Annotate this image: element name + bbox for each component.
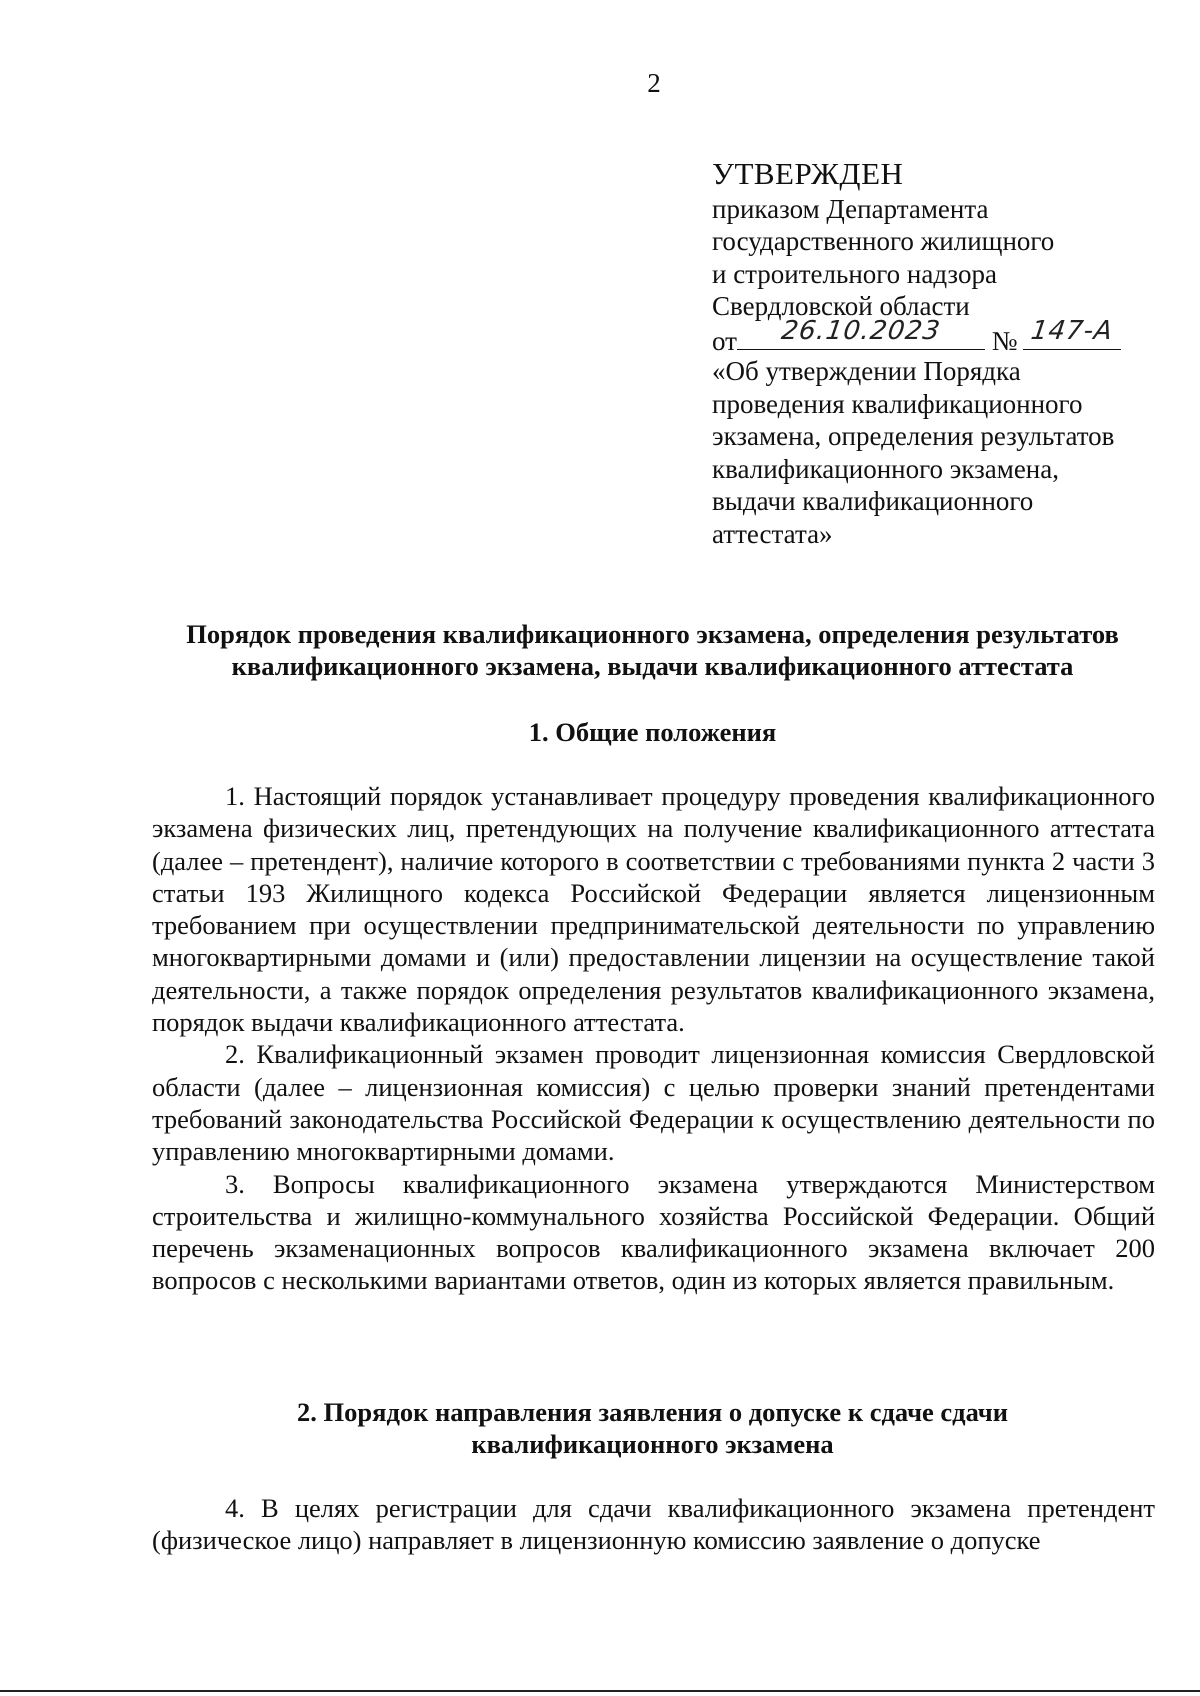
document-title-line: Порядок проведения квалификационного экзамена, определения результатов xyxy=(186,619,1119,649)
handwritten-date: 26.10.2023 xyxy=(779,316,943,346)
approval-stamp: УТВЕРЖДЕН xyxy=(712,156,904,191)
section-1-body xyxy=(152,780,1155,1297)
section-2-body xyxy=(152,1492,1155,1557)
approval-line: государственного жилищного xyxy=(712,226,1055,256)
approval-line: приказом Департамента xyxy=(712,193,989,224)
subject-line: аттестата» xyxy=(712,518,833,549)
section-2-heading-line: квалификационного экзамена xyxy=(471,1429,834,1459)
approval-line: Свердловской области xyxy=(712,291,970,321)
number-prefix: № xyxy=(991,325,1018,356)
page-bottom-rule xyxy=(0,1690,1200,1692)
subject-line: экзамена, определения результатов xyxy=(712,421,1115,451)
paragraph-4: 4. В целях регистрации для сдачи квалификационного экзамена претендент (физическое лицо) направляет в лицензионную комиссию заявление о допуске xyxy=(152,1493,1155,1556)
subject-line: выдачи квалификационного xyxy=(712,486,1034,516)
subject-line: «Об утверждении Порядка xyxy=(712,356,1021,386)
paragraph-1: 1. Настоящий порядок устанавливает процедуру проведения квалификационного экзамена физических лиц, претендующих на получение квалификационного аттестата (далее – претендент), наличие которого в соответствии с требованиями пункта 2 части 3 статьи 193 Жилищного кодекса Российской Федерации является лицензионным требованием при осуществлении предпринимательской деятельности по управлению многоквартирными домами и (или) предоставлении лицензии на осуществление такой деятельности, а также порядок определения результатов квалификационного экзамена, порядок выдачи квалификационного аттестата. xyxy=(152,781,1155,1038)
document-title-line: квалификационного экзамена, выдачи квалификационного аттестата xyxy=(231,651,1074,681)
document-title xyxy=(150,618,1155,682)
number-field xyxy=(1023,316,1121,350)
subject-line: проведения квалификационного xyxy=(712,388,1083,419)
handwritten-number: 147-А xyxy=(1029,316,1116,346)
section-2-heading-line: 2. Порядок направления заявления о допуске к сдаче сдачи xyxy=(297,1397,1008,1427)
subject-line: квалификационного экзамена, xyxy=(712,453,1059,484)
section-1-heading: 1. Общие положения xyxy=(528,717,777,747)
order-date-number-line xyxy=(712,316,1172,356)
page-number: 2 xyxy=(647,68,661,98)
approval-block xyxy=(712,158,1172,550)
section-2-heading xyxy=(150,1396,1155,1460)
approval-line: и строительного надзора xyxy=(712,258,997,289)
paragraph-3: 3. Вопросы квалификационного экзамена утверждаются Министерством строительства и жилищно-коммунального хозяйства Российской Федерации. Общий перечень экзаменационных вопросов квалификационного экзамена включает 200 вопросов с несколькими вариантами ответов, один из которых является правильным. xyxy=(152,1168,1155,1296)
paragraph-2: 2. Квалификационный экзамен проводит лицензионная комиссия Свердловской области (далее – лицензионная комиссия) с целью проверки знаний претендентами требований законодательства Российской Федерации к осуществлению деятельности по управлению многоквартирными домами. xyxy=(152,1039,1155,1167)
date-prefix: от xyxy=(712,325,737,356)
date-field xyxy=(737,316,985,350)
